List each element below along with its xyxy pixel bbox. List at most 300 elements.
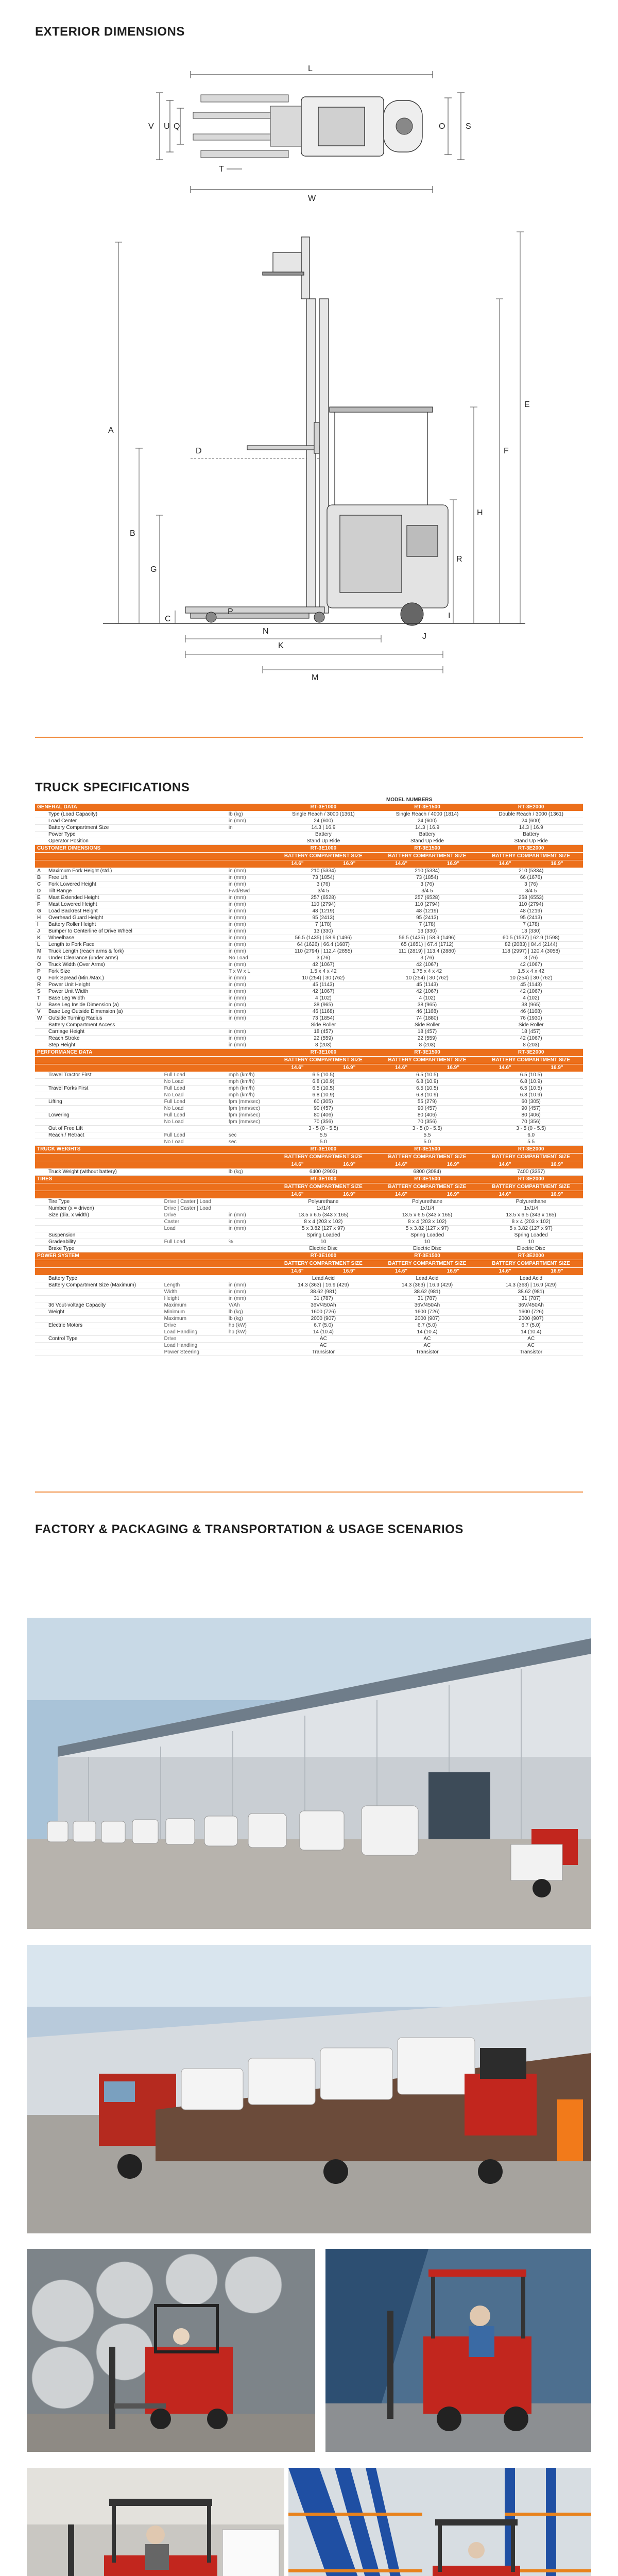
power-row <box>35 1349 583 1356</box>
row-unit: in (mm) <box>227 818 271 825</box>
row-letter <box>35 1343 46 1349</box>
row-value: 110 (2794) <box>271 902 375 908</box>
battery-size-cell: 16.9" <box>531 1161 583 1169</box>
performance-row <box>35 1132 583 1139</box>
row-label: Weight <box>46 1309 162 1316</box>
row-value: 10 <box>375 1239 479 1246</box>
row-value: Spring Loaded <box>375 1232 479 1239</box>
row-value: Lead Acid <box>271 1276 375 1282</box>
row-value: 60 (305) <box>479 1099 583 1106</box>
row-condition: Load <box>162 1226 227 1232</box>
battery-size-cell: 14.6" <box>375 1161 427 1169</box>
battery-size-cell: 16.9" <box>531 1191 583 1199</box>
row-condition: Drive | Caster | Load <box>162 1199 227 1206</box>
row-condition <box>162 838 227 845</box>
row-unit: in (mm) <box>227 882 271 888</box>
row-label: Reach / Retract <box>46 1132 162 1139</box>
customer-size-values-row <box>35 860 583 868</box>
row-value: 6.5 (10.5) <box>375 1072 479 1079</box>
row-letter: V <box>35 1009 46 1015</box>
power-row <box>35 1309 583 1316</box>
tires-row <box>35 1206 583 1212</box>
row-condition <box>162 1009 227 1015</box>
row-value: 210 (5334) <box>271 868 375 875</box>
row-letter <box>35 1316 46 1323</box>
row-letter <box>35 1302 46 1309</box>
row-value: 80 (406) <box>375 1112 479 1119</box>
row-value: 24 (600) <box>375 818 479 825</box>
row-letter <box>35 1139 46 1146</box>
row-unit: fpm (mm/sec) <box>227 1112 271 1119</box>
row-letter <box>35 1029 46 1036</box>
row-condition <box>162 989 227 995</box>
row-value: 6.5 (10.5) <box>271 1086 375 1092</box>
row-value: Side Roller <box>479 1022 583 1029</box>
row-label: Wheelbase <box>46 935 162 942</box>
row-label: 36 Vout-voltage Capacity <box>46 1302 162 1309</box>
row-condition: Drive <box>162 1336 227 1343</box>
row-value: 31 (787) <box>375 1296 479 1302</box>
row-label: Free Lift <box>46 875 162 882</box>
row-unit: in (mm) <box>227 995 271 1002</box>
row-value: 48 (1219) <box>271 908 375 915</box>
customer-row <box>35 948 583 955</box>
row-condition <box>162 922 227 928</box>
row-value: Battery <box>375 832 479 838</box>
row-letter: O <box>35 962 46 969</box>
row-value: Spring Loaded <box>271 1232 375 1239</box>
row-value: AC <box>375 1343 479 1349</box>
row-value: 42 (1067) <box>375 989 479 995</box>
row-letter <box>35 838 46 845</box>
row-value: 14.3 (363) | 16.9 (429) <box>271 1282 375 1289</box>
row-value: 38.62 (981) <box>479 1289 583 1296</box>
row-value: 14.3 | 16.9 <box>271 825 375 832</box>
model-name-cell: RT-3E2000 <box>479 845 583 853</box>
row-letter <box>35 1212 46 1219</box>
row-label: Base Leg Width <box>46 995 162 1002</box>
battery-size-label-cell: BATTERY COMPARTMENT SIZE <box>479 1183 583 1191</box>
row-letter <box>35 1309 46 1316</box>
customer-row <box>35 1036 583 1042</box>
customer-row <box>35 989 583 995</box>
row-value: 2000 (907) <box>271 1316 375 1323</box>
dim-label-w: W <box>308 194 316 203</box>
row-unit: fpm (mm/sec) <box>227 1119 271 1126</box>
row-value: 70 (356) <box>479 1119 583 1126</box>
row-value: 110 (2794) <box>479 902 583 908</box>
battery-size-cell: 14.6" <box>271 1191 323 1199</box>
row-label: Battery Roller Height <box>46 922 162 928</box>
row-letter <box>35 832 46 838</box>
row-value: 95 (2413) <box>271 915 375 922</box>
row-value: 10 (254) | 30 (762) <box>479 975 583 982</box>
row-value: 13 (330) <box>271 928 375 935</box>
row-value: 6.5 (10.5) <box>375 1086 479 1092</box>
band-spacer <box>35 853 271 860</box>
row-value: 5.5 <box>375 1132 479 1139</box>
row-condition <box>162 942 227 948</box>
row-value: 8 x 4 (203 x 102) <box>271 1219 375 1226</box>
row-value: 18 (457) <box>375 1029 479 1036</box>
row-value: Battery <box>271 832 375 838</box>
row-value: 111 (2819) | 113.4 (2880) <box>375 948 479 955</box>
row-value: 110 (2794) | 112.4 (2855) <box>271 948 375 955</box>
row-unit: Fwd/Bwd <box>227 888 271 895</box>
row-condition: Load Handling <box>162 1329 227 1336</box>
performance-row <box>35 1112 583 1119</box>
battery-size-cell: 14.6" <box>479 1268 531 1276</box>
row-value: 13 (330) <box>375 928 479 935</box>
row-value: 6.5 (10.5) <box>271 1072 375 1079</box>
row-condition <box>162 888 227 895</box>
row-value: 38.62 (981) <box>271 1289 375 1296</box>
model-name-cell: RT-3E1500 <box>375 1252 479 1260</box>
row-value: Single Reach / 4000 (1814) <box>375 811 479 818</box>
row-condition <box>162 1246 227 1252</box>
row-value: 6.8 (10.9) <box>479 1092 583 1099</box>
row-unit: in (mm) <box>227 975 271 982</box>
battery-size-cell: 16.9" <box>427 860 479 868</box>
customer-row <box>35 875 583 882</box>
battery-size-label-cell: BATTERY COMPARTMENT SIZE <box>479 1154 583 1161</box>
dim-label-q: Q <box>174 122 180 131</box>
row-condition <box>162 825 227 832</box>
row-value: 5.0 <box>375 1139 479 1146</box>
row-value: 257 (6528) <box>271 895 375 902</box>
weights-size-values-row <box>35 1161 583 1169</box>
row-value: 3/4 5 <box>271 888 375 895</box>
row-condition: Power Steering <box>162 1349 227 1356</box>
row-value: 48 (1219) <box>479 908 583 915</box>
row-value: 22 (559) <box>375 1036 479 1042</box>
warehouse-usage-photo-2 <box>288 2468 591 2576</box>
row-unit: % <box>227 1239 271 1246</box>
row-unit: in (mm) <box>227 1002 271 1009</box>
customer-row <box>35 928 583 935</box>
row-label: Bumper to Centerline of Drive Wheel <box>46 928 162 935</box>
model-name-cell: RT-3E1000 <box>271 1252 375 1260</box>
row-unit: in <box>227 825 271 832</box>
tires-size-values-row <box>35 1191 583 1199</box>
performance-row <box>35 1086 583 1092</box>
customer-row <box>35 922 583 928</box>
factory-yard-photo <box>27 1618 591 1929</box>
dim-label-e: E <box>524 400 530 409</box>
row-value: 3 (76) <box>375 882 479 888</box>
dim-label-k: K <box>278 641 284 650</box>
battery-size-cell: 14.6" <box>271 1268 323 1276</box>
row-condition <box>162 832 227 838</box>
row-value: 14 (10.4) <box>479 1329 583 1336</box>
band-spacer <box>35 860 271 868</box>
row-label: Overhead Guard Height <box>46 915 162 922</box>
dim-label-c: C <box>165 615 171 623</box>
row-unit: lb (kg) <box>227 1316 271 1323</box>
row-value: 7 (178) <box>479 922 583 928</box>
row-unit: in (mm) <box>227 902 271 908</box>
row-unit: in (mm) <box>227 948 271 955</box>
customer-row <box>35 895 583 902</box>
row-value: 6.7 (5.0) <box>479 1323 583 1329</box>
battery-size-label-cell: BATTERY COMPARTMENT SIZE <box>271 1183 375 1191</box>
row-value: 1x/1/4 <box>271 1206 375 1212</box>
row-value: 76 (1930) <box>479 1015 583 1022</box>
row-condition <box>162 955 227 962</box>
row-value: 45 (1143) <box>479 982 583 989</box>
row-value: Polyurethane <box>375 1199 479 1206</box>
row-label <box>46 1343 162 1349</box>
truck-specifications-title: TRUCK SPECIFICATIONS <box>35 781 190 794</box>
row-letter: S <box>35 989 46 995</box>
row-condition <box>162 811 227 818</box>
row-value: Transistor <box>375 1349 479 1356</box>
row-value: 13.5 x 6.5 (343 x 165) <box>375 1212 479 1219</box>
row-letter <box>35 1246 46 1252</box>
row-condition: Width <box>162 1289 227 1296</box>
row-letter <box>35 1119 46 1126</box>
row-label <box>46 1139 162 1146</box>
row-condition <box>162 982 227 989</box>
row-unit: lb (kg) <box>227 1169 271 1176</box>
row-letter <box>35 1276 46 1282</box>
row-unit: in (mm) <box>227 922 271 928</box>
row-condition <box>162 1036 227 1042</box>
row-value: 10 <box>271 1239 375 1246</box>
band-spacer <box>35 1057 271 1064</box>
row-label <box>46 1092 162 1099</box>
row-value: 95 (2413) <box>375 915 479 922</box>
row-value: Spring Loaded <box>479 1232 583 1239</box>
row-value: 3/4 5 <box>375 888 479 895</box>
row-label: Step Height <box>46 1042 162 1049</box>
row-value: 24 (600) <box>479 818 583 825</box>
row-letter <box>35 1042 46 1049</box>
row-letter: B <box>35 875 46 882</box>
row-letter <box>35 1072 46 1079</box>
row-letter: Q <box>35 975 46 982</box>
row-label: Truck Length (reach arms & fork) <box>46 948 162 955</box>
row-label: Operator Position <box>46 838 162 845</box>
battery-size-cell: 16.9" <box>323 1161 375 1169</box>
row-condition <box>162 1042 227 1049</box>
model-name-cell: RT-3E2000 <box>479 1146 583 1154</box>
customer-row <box>35 868 583 875</box>
power-size-values-row <box>35 1268 583 1276</box>
battery-size-cell: 16.9" <box>427 1161 479 1169</box>
row-value: 18 (457) <box>271 1029 375 1036</box>
row-condition: No Load <box>162 1139 227 1146</box>
row-label: Mast Lowered Height <box>46 902 162 908</box>
row-condition <box>162 915 227 922</box>
performance-row <box>35 1099 583 1106</box>
row-letter: C <box>35 882 46 888</box>
row-value: 46 (1168) <box>479 1009 583 1015</box>
customer-row <box>35 962 583 969</box>
row-letter <box>35 1296 46 1302</box>
row-label: Lifting <box>46 1099 162 1106</box>
dim-label-h: H <box>477 509 483 517</box>
row-value: 4 (102) <box>271 995 375 1002</box>
row-value: 1.75 x 4 x 42 <box>375 969 479 975</box>
row-condition <box>162 895 227 902</box>
row-label: Size (dia. x width) <box>46 1212 162 1219</box>
row-letter: L <box>35 942 46 948</box>
tires-row <box>35 1212 583 1219</box>
row-label: Suspension <box>46 1232 162 1239</box>
row-condition: No Load <box>162 1119 227 1126</box>
power-row <box>35 1296 583 1302</box>
customer-header: CUSTOMER DIMENSIONS <box>35 845 271 853</box>
row-label: Lowering <box>46 1112 162 1119</box>
tires-row <box>35 1199 583 1206</box>
row-condition: Maximum <box>162 1316 227 1323</box>
row-value: 110 (2794) <box>375 902 479 908</box>
tires-row <box>35 1219 583 1226</box>
customer-row <box>35 969 583 975</box>
row-value: 2000 (907) <box>479 1316 583 1323</box>
row-value: 65 (1651) | 67.4 (1712) <box>375 942 479 948</box>
row-label: Maximum Fork Height (std.) <box>46 868 162 875</box>
row-label: Travel Tractor First <box>46 1072 162 1079</box>
row-label <box>46 1226 162 1232</box>
performance-size-row <box>35 1057 583 1064</box>
tires-header-row <box>35 1176 583 1183</box>
row-value: 14.3 (363) | 16.9 (429) <box>375 1282 479 1289</box>
row-value: 60.5 (1537) | 62.9 (1598) <box>479 935 583 942</box>
weights-header-row <box>35 1146 583 1154</box>
row-value: 24 (600) <box>271 818 375 825</box>
row-value: Transistor <box>271 1349 375 1356</box>
performance-row <box>35 1126 583 1132</box>
row-condition <box>162 902 227 908</box>
row-label: Truck Weight (without battery) <box>46 1169 162 1176</box>
row-value: 118 (2997) | 120.4 (3058) <box>479 948 583 955</box>
row-unit: in (mm) <box>227 1009 271 1015</box>
row-value: 38 (965) <box>271 1002 375 1009</box>
row-value: 5 x 3.82 (127 x 97) <box>375 1226 479 1232</box>
battery-size-cell: 16.9" <box>323 1064 375 1072</box>
row-condition <box>162 908 227 915</box>
row-unit <box>227 1022 271 1029</box>
row-value: 3 (76) <box>375 955 479 962</box>
row-label: Power Unit Height <box>46 982 162 989</box>
row-label: Under Clearance (under arms) <box>46 955 162 962</box>
row-value: 36V/450Ah <box>375 1302 479 1309</box>
row-unit: in (mm) <box>227 1212 271 1219</box>
section-divider <box>35 1492 583 1493</box>
row-condition <box>162 962 227 969</box>
performance-row <box>35 1079 583 1086</box>
row-value: 6.8 (10.9) <box>375 1079 479 1086</box>
row-unit: in (mm) <box>227 1029 271 1036</box>
band-spacer <box>35 1154 271 1161</box>
row-value: AC <box>271 1343 375 1349</box>
row-letter <box>35 1106 46 1112</box>
battery-size-label-cell: BATTERY COMPARTMENT SIZE <box>375 1260 479 1268</box>
row-value: Side Roller <box>271 1022 375 1029</box>
row-unit: V/Ah <box>227 1302 271 1309</box>
customer-row <box>35 915 583 922</box>
row-label: Gradeability <box>46 1239 162 1246</box>
dim-label-s: S <box>466 122 471 131</box>
customer-row <box>35 1029 583 1036</box>
tires-row <box>35 1246 583 1252</box>
row-letter <box>35 825 46 832</box>
row-value: 82 (2083) | 84.4 (2144) <box>479 942 583 948</box>
row-condition <box>162 1022 227 1029</box>
row-value: 45 (1143) <box>375 982 479 989</box>
warehouse-usage-photo-1 <box>27 2468 284 2576</box>
performance-header: PERFORMANCE DATA <box>35 1049 271 1057</box>
row-letter: F <box>35 902 46 908</box>
model-name-cell: RT-3E2000 <box>479 1176 583 1183</box>
row-label <box>46 1296 162 1302</box>
performance-header-row <box>35 1049 583 1057</box>
row-letter <box>35 1086 46 1092</box>
row-value: 5.5 <box>271 1132 375 1139</box>
row-letter <box>35 811 46 818</box>
row-value: 6.8 (10.9) <box>271 1092 375 1099</box>
spec-table <box>35 804 583 1356</box>
dim-label-d: D <box>196 447 202 455</box>
row-value: 31 (787) <box>479 1296 583 1302</box>
general-row <box>35 811 583 818</box>
row-unit: lb (kg) <box>227 811 271 818</box>
row-label: Reach Stroke <box>46 1036 162 1042</box>
row-label <box>46 1079 162 1086</box>
power-row <box>35 1282 583 1289</box>
row-value: Lead Acid <box>375 1276 479 1282</box>
battery-size-cell: 16.9" <box>323 1268 375 1276</box>
row-letter <box>35 1323 46 1329</box>
row-unit <box>227 832 271 838</box>
row-letter <box>35 1079 46 1086</box>
row-condition <box>162 975 227 982</box>
row-value: 6.8 (10.9) <box>375 1092 479 1099</box>
row-letter <box>35 1126 46 1132</box>
power-row <box>35 1289 583 1296</box>
row-value: 6400 (2903) <box>271 1169 375 1176</box>
dim-label-g: G <box>150 565 157 574</box>
row-value: Electric Disc <box>479 1246 583 1252</box>
customer-row <box>35 975 583 982</box>
row-value: 42 (1067) <box>479 1036 583 1042</box>
row-condition: Drive <box>162 1212 227 1219</box>
row-letter: E <box>35 895 46 902</box>
battery-size-cell: 14.6" <box>375 1191 427 1199</box>
power-size-row <box>35 1260 583 1268</box>
battery-size-cell: 14.6" <box>271 1064 323 1072</box>
battery-size-cell: 16.9" <box>531 1268 583 1276</box>
model-name-cell: RT-3E1500 <box>375 1176 479 1183</box>
power-row <box>35 1343 583 1349</box>
row-letter <box>35 1329 46 1336</box>
model-name-cell: RT-3E2000 <box>479 1049 583 1057</box>
operator-red-forklift-photo <box>325 2249 591 2452</box>
row-value: 48 (1219) <box>375 908 479 915</box>
row-label: Base Leg Inside Dimension (a) <box>46 1002 162 1009</box>
weights-row <box>35 1169 583 1176</box>
customer-row <box>35 888 583 895</box>
customer-row <box>35 935 583 942</box>
row-label: Power Unit Width <box>46 989 162 995</box>
model-name-cell: RT-3E1000 <box>271 804 375 811</box>
row-condition: Caster <box>162 1219 227 1226</box>
row-value: 90 (457) <box>479 1106 583 1112</box>
row-condition <box>162 948 227 955</box>
row-value: 3 (76) <box>479 955 583 962</box>
